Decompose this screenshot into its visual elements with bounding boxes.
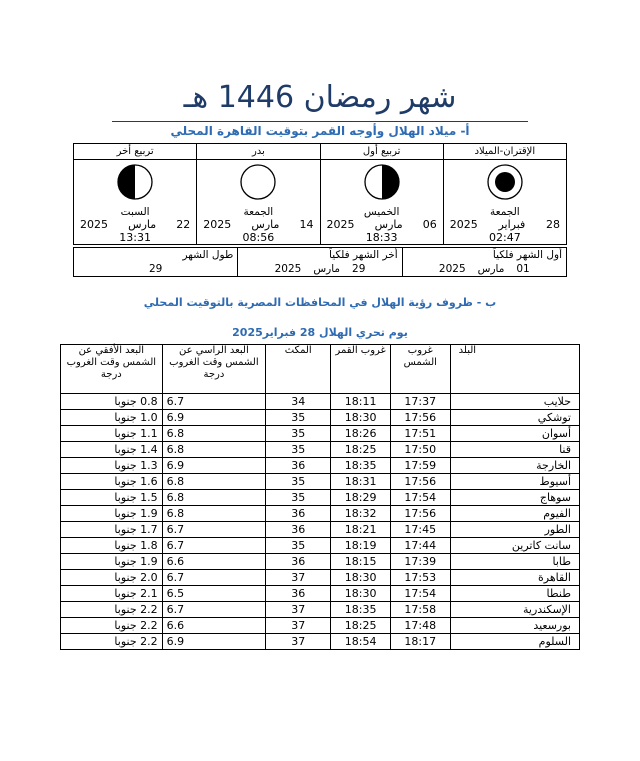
phase-year: 2025 [449, 218, 478, 231]
cell-city: سانت كاترين [450, 538, 579, 554]
phase-date [74, 218, 196, 231]
cell-sunset: 17:56 [390, 506, 450, 522]
phase-day-num: 14 [299, 218, 314, 231]
cell-sunset: 17:56 [390, 474, 450, 490]
cell-stay: 37 [266, 618, 331, 634]
cell-stay: 36 [266, 506, 331, 522]
cell-stay: 36 [266, 554, 331, 570]
cell-altitude: 6.8 [162, 474, 266, 490]
phase-month: مارس [374, 218, 403, 231]
cell-stay: 37 [266, 602, 331, 618]
cell-azimuth: 2.2 جنوبا [61, 618, 163, 634]
cell-stay: 37 [266, 634, 331, 650]
cell-city: الإسكندرية [450, 602, 579, 618]
phase-name: الإقتران-الميلاد [444, 144, 566, 160]
cell-moonset: 18:31 [331, 474, 391, 490]
cell-sunset: 17:53 [390, 570, 450, 586]
cell-azimuth: 1.1 جنوبا [61, 426, 163, 442]
phase-cell-last-quarter [74, 144, 197, 245]
cell-altitude: 6.7 [162, 538, 266, 554]
table-row [61, 522, 580, 538]
phase-day: الخميس [363, 206, 400, 218]
month-length-value: 29 [148, 263, 163, 275]
cell-azimuth: 1.5 جنوبا [61, 490, 163, 506]
table-row [61, 570, 580, 586]
cell-city: طابا [450, 554, 579, 570]
title-divider [112, 121, 528, 122]
cell-sunset: 17:54 [390, 490, 450, 506]
cell-altitude: 6.7 [162, 522, 266, 538]
table-row [61, 426, 580, 442]
phase-cell-new [443, 144, 566, 245]
phase-date [197, 218, 319, 231]
cell-altitude: 6.6 [162, 618, 266, 634]
summary-value [74, 262, 237, 276]
cell-city: بورسعيد [450, 618, 579, 634]
cell-city: السلوم [450, 634, 579, 650]
phase-name: تربيع أول [321, 144, 443, 160]
cell-sunset: 17:59 [390, 458, 450, 474]
table-row [61, 458, 580, 474]
cell-city: القاهرة [450, 570, 579, 586]
table-row [61, 474, 580, 490]
phase-name: بدر [197, 144, 319, 160]
cell-sunset: 17:58 [390, 602, 450, 618]
col-header-moonset: غروب القمر [331, 345, 391, 394]
summary-year: 2025 [274, 263, 302, 275]
cell-azimuth: 1.9 جنوبا [61, 554, 163, 570]
cell-altitude: 6.8 [162, 426, 266, 442]
table-row [61, 554, 580, 570]
full-moon-icon [197, 160, 319, 204]
cell-stay: 34 [266, 394, 331, 410]
cell-azimuth: 1.0 جنوبا [61, 410, 163, 426]
cell-city: حلايب [450, 394, 579, 410]
cell-moonset: 18:15 [331, 554, 391, 570]
phase-month: مارس [128, 218, 157, 231]
summary-label: طول الشهر [182, 249, 234, 261]
table-header-row [61, 345, 580, 394]
cell-city: سوهاج [450, 490, 579, 506]
cell-sunset: 17:39 [390, 554, 450, 570]
month-start-cell [402, 248, 566, 277]
cell-stay: 36 [266, 586, 331, 602]
table-row [61, 538, 580, 554]
cell-moonset: 18:11 [331, 394, 391, 410]
phase-day-num: 06 [422, 218, 437, 231]
cell-moonset: 18:29 [331, 490, 391, 506]
cell-azimuth: 1.4 جنوبا [61, 442, 163, 458]
col-header-azimuth: البعد الأفقي عن الشمس وقت الغروب درجة [61, 345, 163, 394]
phase-day: الجمعة [243, 206, 274, 218]
table-row [61, 618, 580, 634]
cell-azimuth: 2.2 جنوبا [61, 634, 163, 650]
cell-stay: 35 [266, 410, 331, 426]
cell-moonset: 18:30 [331, 570, 391, 586]
phase-name: تربيع أخر [74, 144, 196, 160]
cell-stay: 37 [266, 570, 331, 586]
cell-moonset: 18:30 [331, 586, 391, 602]
table-body [61, 394, 580, 650]
phase-time: 02:47 [489, 231, 521, 244]
cell-stay: 36 [266, 522, 331, 538]
cell-stay: 35 [266, 426, 331, 442]
phase-cell-first-quarter [320, 144, 443, 245]
cell-sunset: 17:44 [390, 538, 450, 554]
month-summary-table [73, 247, 567, 277]
phase-year: 2025 [80, 218, 108, 231]
summary-row [74, 248, 567, 277]
new-moon-icon [444, 160, 566, 204]
phase-date [321, 218, 443, 231]
section-a-heading: أ- ميلاد الهلال وأوجه القمر بتوقيت القاهرة المحلي [170, 124, 470, 138]
cell-moonset: 18:19 [331, 538, 391, 554]
cell-stay: 36 [266, 458, 331, 474]
phase-year: 2025 [203, 218, 232, 231]
month-length-cell [74, 248, 238, 277]
moon-phases-row [74, 144, 567, 245]
cell-azimuth: 1.8 جنوبا [61, 538, 163, 554]
col-header-altitude: البعد الراسي عن الشمس وقت الغروب درجة [162, 345, 266, 394]
cell-altitude: 6.7 [162, 394, 266, 410]
cell-moonset: 18:32 [331, 506, 391, 522]
phase-time: 13:31 [119, 231, 151, 244]
cell-sunset: 17:37 [390, 394, 450, 410]
cell-moonset: 18:25 [331, 442, 391, 458]
phase-year: 2025 [326, 218, 355, 231]
cell-azimuth: 2.0 جنوبا [61, 570, 163, 586]
cell-altitude: 6.8 [162, 490, 266, 506]
cell-azimuth: 2.1 جنوبا [61, 586, 163, 602]
cell-altitude: 6.9 [162, 410, 266, 426]
cell-moonset: 18:54 [331, 634, 391, 650]
summary-month: مارس [477, 263, 505, 275]
cell-sunset: 17:56 [390, 410, 450, 426]
cell-moonset: 18:25 [331, 618, 391, 634]
cell-city: أسيوط [450, 474, 579, 490]
phase-date [444, 218, 566, 231]
cell-stay: 35 [266, 474, 331, 490]
observation-day-heading: يوم تحري الهلال 28 فبراير2025 [232, 326, 408, 339]
month-end-cell [238, 248, 402, 277]
table-row [61, 586, 580, 602]
cell-azimuth: 1.3 جنوبا [61, 458, 163, 474]
col-header-city: البلد [450, 345, 579, 394]
phase-cell-full [197, 144, 320, 245]
cell-sunset: 17:51 [390, 426, 450, 442]
summary-day-num: 29 [352, 263, 366, 275]
page-title: شهر رمضان 1446 هـ [183, 80, 457, 115]
cell-sunset: 18:17 [390, 634, 450, 650]
cell-city: توشكي [450, 410, 579, 426]
cell-city: الفيوم [450, 506, 579, 522]
cell-sunset: 17:48 [390, 618, 450, 634]
cell-stay: 35 [266, 442, 331, 458]
phase-month: مارس [251, 218, 280, 231]
phase-month: فبراير [498, 218, 526, 231]
cell-moonset: 18:21 [331, 522, 391, 538]
cell-altitude: 6.5 [162, 586, 266, 602]
cell-azimuth: 0.8 جنوبا [61, 394, 163, 410]
cell-azimuth: 2.2 جنوبا [61, 602, 163, 618]
phase-time: 08:56 [242, 231, 275, 244]
visibility-table [60, 344, 580, 650]
cell-altitude: 6.9 [162, 458, 266, 474]
cell-moonset: 18:35 [331, 458, 391, 474]
table-row [61, 394, 580, 410]
summary-date [238, 262, 401, 276]
phase-day-num: 28 [546, 218, 560, 231]
summary-date [403, 262, 566, 276]
cell-sunset: 17:50 [390, 442, 450, 458]
cell-stay: 35 [266, 490, 331, 506]
table-row [61, 634, 580, 650]
cell-azimuth: 1.6 جنوبا [61, 474, 163, 490]
phase-day: الجمعة [490, 206, 520, 218]
moon-phases-table [73, 143, 567, 245]
last-quarter-moon-icon [74, 160, 196, 204]
cell-moonset: 18:26 [331, 426, 391, 442]
cell-altitude: 6.8 [162, 506, 266, 522]
cell-city: أسوان [450, 426, 579, 442]
cell-altitude: 6.7 [162, 570, 266, 586]
cell-city: الخارجة [450, 458, 579, 474]
col-header-stay: المكث [266, 345, 331, 394]
cell-altitude: 6.7 [162, 602, 266, 618]
cell-sunset: 17:45 [390, 522, 450, 538]
cell-altitude: 6.9 [162, 634, 266, 650]
cell-city: قنا [450, 442, 579, 458]
summary-year: 2025 [438, 263, 466, 275]
cell-stay: 35 [266, 538, 331, 554]
first-quarter-moon-icon [321, 160, 443, 204]
col-header-sunset: غروب الشمس [390, 345, 450, 394]
section-b-heading: ب - ظروف رؤية الهلال في المحافظات المصرية بالتوقيت المحلي [143, 296, 497, 309]
phase-day: السبت [120, 206, 150, 218]
table-row [61, 490, 580, 506]
summary-label: أول الشهر فلكياً [492, 249, 562, 261]
cell-azimuth: 1.9 جنوبا [61, 506, 163, 522]
cell-sunset: 17:54 [390, 586, 450, 602]
phase-day-num: 22 [176, 218, 191, 231]
table-row [61, 410, 580, 426]
summary-month: مارس [313, 263, 341, 275]
cell-moonset: 18:30 [331, 410, 391, 426]
table-row [61, 442, 580, 458]
cell-city: طنطا [450, 586, 579, 602]
cell-azimuth: 1.7 جنوبا [61, 522, 163, 538]
summary-day-num: 01 [516, 263, 530, 275]
phase-time: 18:33 [365, 231, 398, 244]
cell-city: الطور [450, 522, 579, 538]
cell-altitude: 6.8 [162, 442, 266, 458]
table-row [61, 506, 580, 522]
table-row [61, 602, 580, 618]
cell-moonset: 18:35 [331, 602, 391, 618]
summary-label: أخر الشهر فلكياً [329, 249, 398, 261]
cell-altitude: 6.6 [162, 554, 266, 570]
